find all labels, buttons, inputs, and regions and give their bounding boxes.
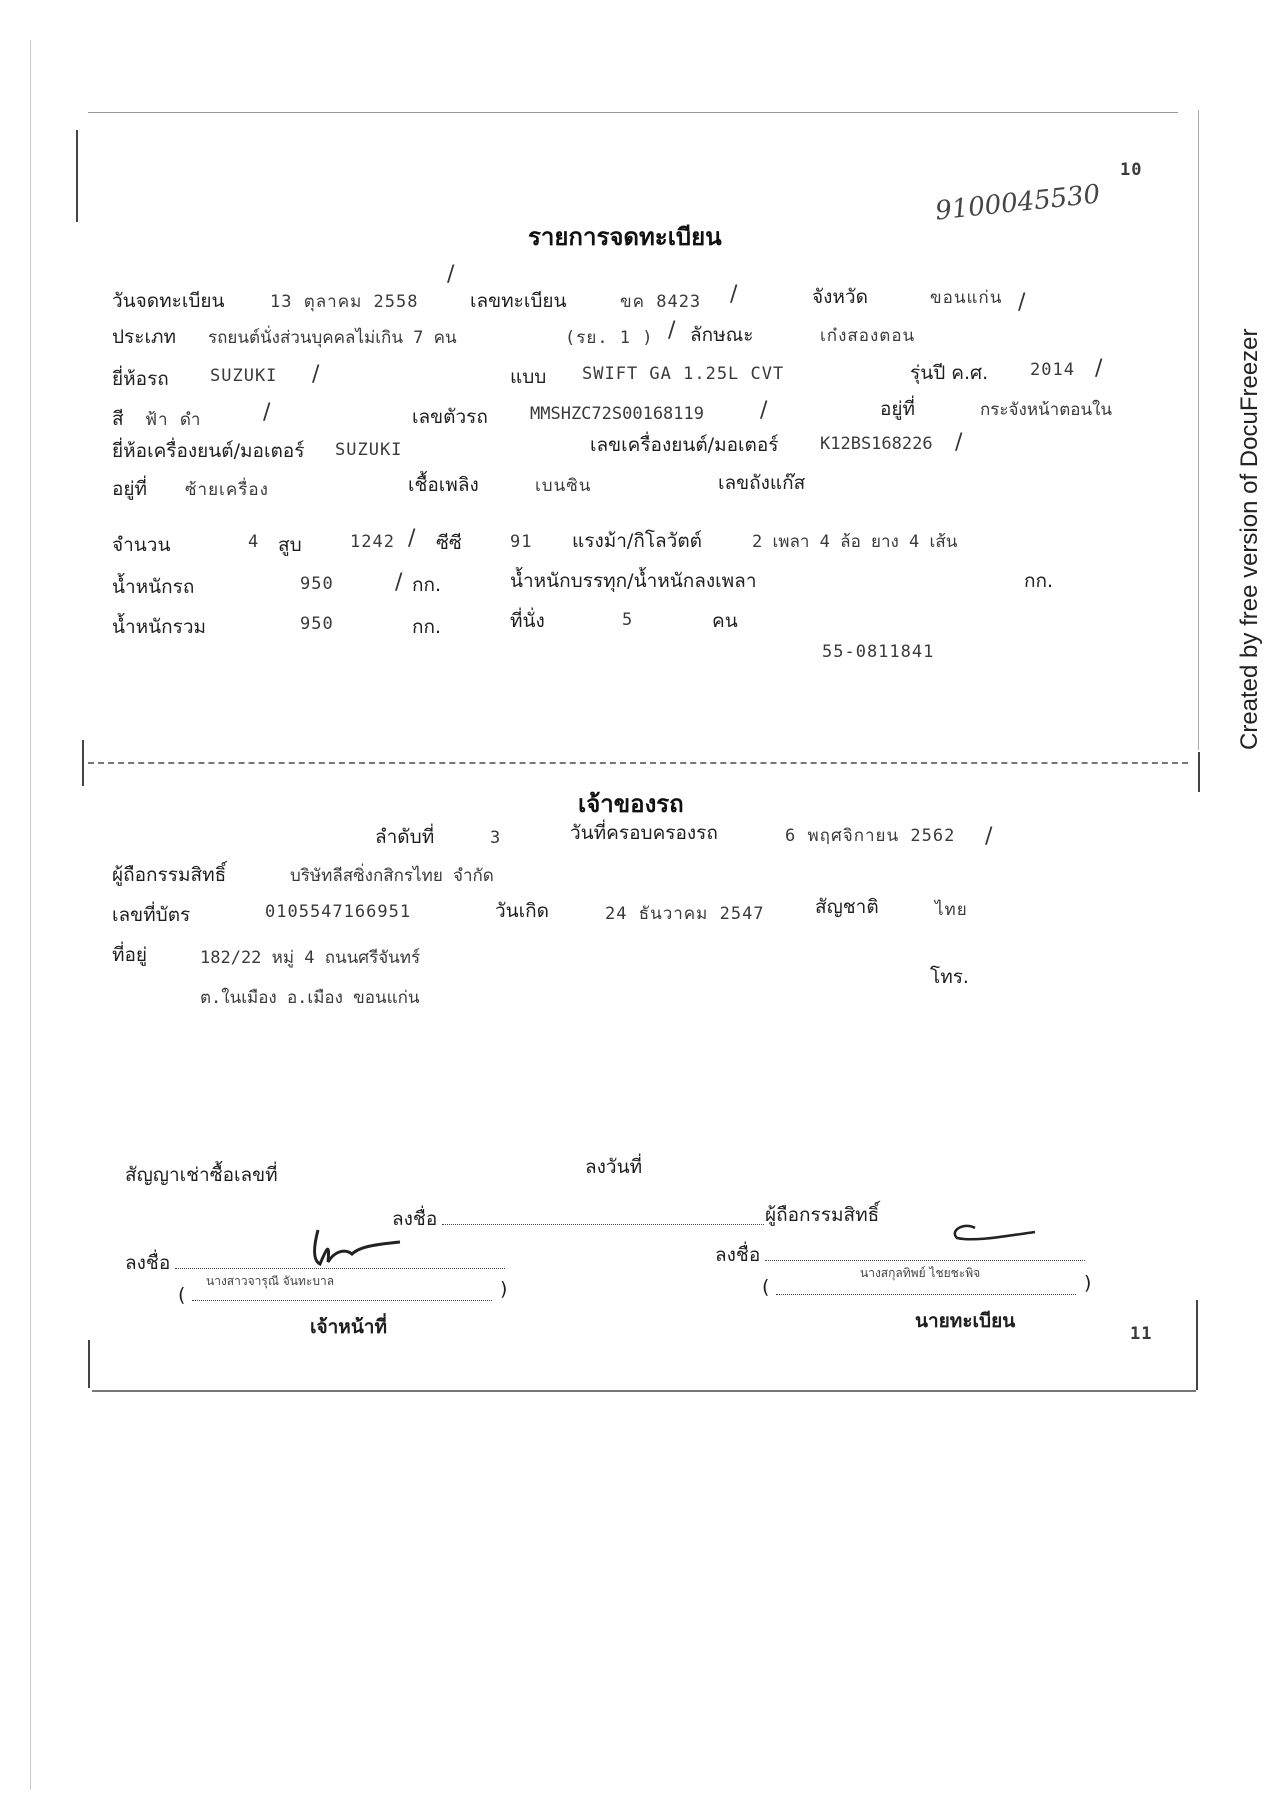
cylinders: 4 — [248, 532, 260, 552]
addr-line2: ต.ในเมือง อ.เมือง ขอนแก่น — [200, 988, 420, 1008]
gross-unit: กก. — [412, 616, 442, 638]
seats-label: ที่นั่ง — [510, 610, 545, 632]
frame-left-mid — [82, 740, 84, 786]
cyl-label: สูบ — [278, 534, 302, 556]
right-signature — [935, 1208, 1045, 1258]
right-official-role: นายทะเบียน — [915, 1310, 1016, 1332]
holder-sign-line — [442, 1224, 764, 1225]
load-label: น้ำหนักบรรทุก/น้ำหนักลงเพลา — [510, 570, 757, 592]
check-mark: / — [955, 430, 963, 455]
handwritten-number: 9100045530 — [933, 179, 1102, 227]
check-mark: / — [263, 400, 271, 425]
left-paren-open: ( — [178, 1284, 186, 1306]
page-number-bottom: 11 — [1130, 1324, 1153, 1344]
right-name-line — [776, 1294, 1076, 1295]
holder-sign-label: ลงชื่อ — [392, 1208, 438, 1230]
seq-label: ลำดับที่ — [375, 826, 435, 848]
frame-left-bottom — [88, 1340, 90, 1388]
left-paren-close: ) — [500, 1278, 508, 1300]
fuel: เบนซิน — [535, 476, 592, 496]
left-official-role: เจ้าหน้าที่ — [310, 1316, 388, 1338]
weight-label: น้ำหนักรถ — [112, 576, 195, 598]
type-code: (รย. 1 ) — [565, 328, 654, 348]
province-label: จังหวัด — [812, 286, 868, 308]
id-label: เลขที่บัตร — [112, 904, 191, 926]
holder-label: ผู้ถือกรรมสิทธิ์ — [112, 864, 227, 886]
engine-brand: SUZUKI — [335, 440, 403, 460]
year-label: รุ่นปี ค.ศ. — [910, 362, 989, 384]
id-number: 0105547166951 — [265, 902, 412, 922]
brand: SUZUKI — [210, 366, 278, 386]
lease-label: สัญญาเช่าซื้อเลขที่ — [125, 1164, 278, 1186]
docufreezer-watermark: Created by free version of DocuFreezer — [1236, 328, 1263, 750]
nation: ไทย — [935, 900, 968, 920]
color-label: สี — [112, 408, 124, 430]
reg-date: 13 ตุลาคม 2558 — [270, 292, 419, 312]
engine-no: K12BS168226 — [820, 434, 933, 454]
check-mark: / — [760, 398, 768, 423]
province: ขอนแก่น — [930, 288, 1003, 308]
axles-wheels: 2 เพลา 4 ล้อ ยาง 4 เส้น — [752, 532, 958, 552]
holder: บริษัทลีสซิ่งกสิกรไทย จำกัด — [290, 866, 494, 886]
chassis-loc-label: อยู่ที่ — [880, 398, 916, 420]
frame-right-top — [1198, 110, 1199, 750]
load-unit: กก. — [1024, 570, 1054, 592]
frame-right-bottom — [1196, 1300, 1198, 1390]
hp-label: แรงม้า/กิโลวัตต์ — [572, 530, 703, 552]
chassis-label: เลขตัวรถ — [412, 406, 488, 428]
body-label: ลักษณะ — [690, 324, 754, 346]
lease-date-label: ลงวันที่ — [585, 1156, 643, 1178]
seq: 3 — [490, 828, 502, 848]
fuel-label: เชื้อเพลิง — [408, 474, 479, 496]
reference-number: 55-0811841 — [822, 642, 935, 662]
chassis-loc: กระจังหน้าตอนใน — [980, 400, 1112, 420]
bottom-frame-line — [92, 1390, 1196, 1392]
engine-no-label: เลขเครื่องยนต์/มอเตอร์ — [590, 434, 779, 456]
left-signature — [300, 1220, 410, 1280]
seats: 5 — [622, 610, 634, 630]
weight-unit: กก. — [412, 574, 442, 596]
model: SWIFT GA 1.25L CVT — [582, 364, 785, 384]
check-mark: / — [730, 282, 738, 307]
body: เก๋งสองตอน — [820, 326, 916, 346]
engine-loc: ซ้ายเครื่อง — [185, 480, 269, 500]
check-mark: / — [447, 262, 455, 287]
frame-left-top — [76, 130, 78, 222]
possess-date: 6 พฤศจิกายน 2562 — [785, 826, 956, 846]
tel-label: โทร. — [930, 966, 969, 988]
frame-right-mid — [1198, 752, 1200, 792]
gross-label: น้ำหนักรวม — [112, 616, 207, 638]
holder-role: ผู้ถือกรรมสิทธิ์ — [765, 1204, 880, 1226]
right-sign-label: ลงชื่อ — [715, 1244, 761, 1266]
model-label: แบบ — [510, 366, 547, 388]
cc: 1242 — [350, 532, 395, 552]
left-name-line — [192, 1300, 492, 1301]
nation-label: สัญชาติ — [815, 896, 879, 918]
top-frame-line — [88, 112, 1178, 113]
right-sign-line — [765, 1260, 1085, 1261]
cc-label: ซีซี — [436, 532, 462, 554]
persons-label: คน — [712, 610, 738, 632]
possess-label: วันที่ครอบครองรถ — [570, 822, 718, 844]
check-mark: / — [312, 362, 320, 387]
plate: ขค 8423 — [620, 292, 702, 312]
dob-label: วันเกิด — [495, 900, 549, 922]
check-mark: / — [1018, 290, 1026, 315]
gross: 950 — [300, 614, 334, 634]
type: รถยนต์นั่งส่วนบุคคลไม่เกิน 7 คน — [208, 328, 457, 348]
left-sign-label: ลงชื่อ — [125, 1252, 171, 1274]
check-mark: / — [1095, 356, 1103, 381]
year: 2014 — [1030, 360, 1075, 380]
check-mark: / — [985, 824, 993, 849]
addr-label: ที่อยู่ — [112, 944, 148, 966]
engine-loc-label: อยู่ที่ — [112, 478, 148, 500]
left-official-name: นางสาวจารุณี จันทะบาล — [206, 1274, 335, 1288]
hp: 91 — [510, 532, 533, 552]
check-mark: / — [668, 318, 676, 343]
plate-label: เลขทะเบียน — [470, 290, 567, 312]
owner-title: เจ้าของรถ — [578, 789, 684, 818]
chassis: MMSHZC72S00168119 — [530, 404, 704, 424]
dob: 24 ธันวาคม 2547 — [605, 904, 765, 924]
right-official-name: นางสกุลทิพย์ ไชยชะพิจ — [860, 1266, 981, 1280]
reg-date-label: วันจดทะเบียน — [112, 290, 225, 312]
type-label: ประเภท — [112, 326, 177, 348]
brand-label: ยี่ห้อรถ — [112, 368, 169, 390]
right-paren-open: ( — [762, 1276, 770, 1298]
left-margin-line — [30, 40, 31, 1790]
registration-title: รายการจดทะเบียน — [528, 222, 722, 251]
addr-line1: 182/22 หมู่ 4 ถนนศรีจันทร์ — [200, 948, 421, 968]
right-paren-close: ) — [1084, 1272, 1092, 1294]
check-mark: / — [408, 526, 416, 551]
weight: 950 — [300, 574, 334, 594]
count-label: จำนวน — [112, 534, 171, 556]
gas-tank-label: เลขถังแก๊ส — [718, 472, 806, 494]
check-mark: / — [395, 570, 403, 595]
color: ฟ้า ดำ — [145, 410, 202, 430]
section-divider — [88, 762, 1188, 764]
engine-brand-label: ยี่ห้อเครื่องยนต์/มอเตอร์ — [112, 440, 305, 462]
page-number-top: 10 — [1120, 160, 1143, 180]
